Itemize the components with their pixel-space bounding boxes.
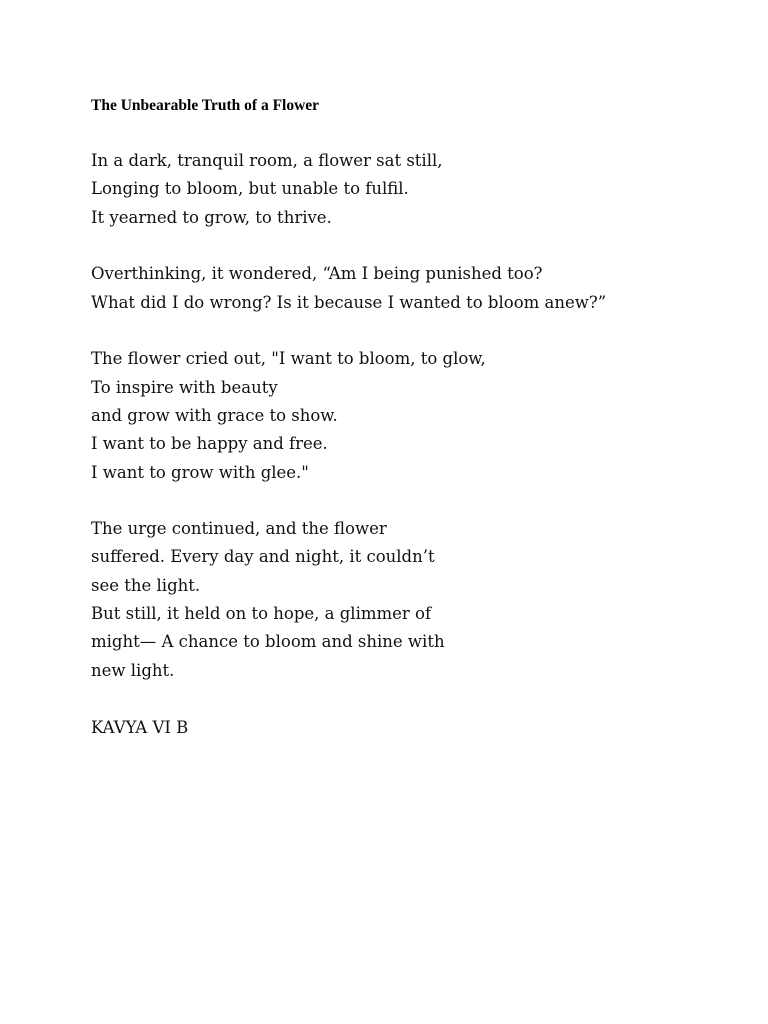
poem-line: It yearned to grow, to thrive. (91, 208, 332, 227)
poem-line: see the light. (91, 576, 201, 595)
poem-line: The flower cried out, "I want to bloom, to glow, (91, 349, 486, 368)
author-name: KAVYA VI B (91, 718, 189, 737)
poem-line: and grow with grace to show. (91, 406, 338, 425)
poem-line: might— A chance to bloom and shine with (91, 632, 445, 651)
poem-line: But still, it held on to hope, a glimmer of (91, 604, 432, 623)
poem-line: suffered. Every day and night, it couldn’t (91, 547, 435, 566)
poem-line: I want to be happy and free. (91, 434, 328, 453)
poem-line: To inspire with beauty (91, 378, 278, 397)
poem-line: Longing to bloom, but unable to fulfil. (91, 179, 409, 198)
poem-line: Overthinking, it wondered, “Am I being punished too? (91, 264, 543, 283)
poem-line: The urge continued, and the flower (91, 519, 387, 538)
poem-line: I want to grow with glee." (91, 463, 309, 482)
poem-line: In a dark, tranquil room, a flower sat still, (91, 151, 443, 170)
poem-line: What did I do wrong? Is it because I wanted to bloom anew?” (91, 293, 607, 312)
poem-title: The Unbearable Truth of a Flower (91, 97, 320, 114)
poem-line: new light. (91, 661, 175, 680)
